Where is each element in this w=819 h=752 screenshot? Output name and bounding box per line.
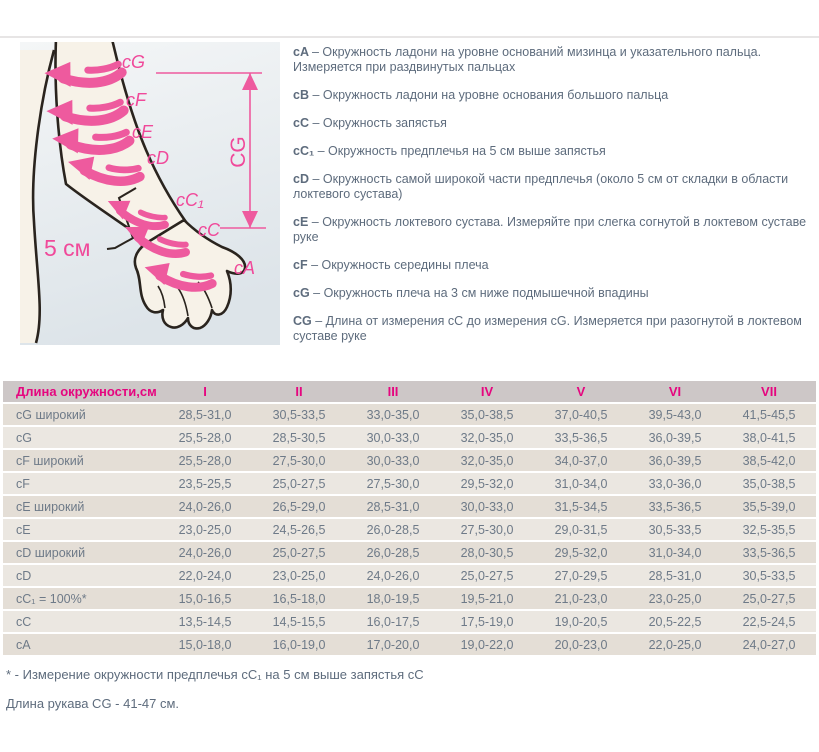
table-row xyxy=(3,634,816,655)
table-cell: 17,5-19,0 xyxy=(460,614,514,629)
row-label: cA xyxy=(16,637,31,652)
measurement-description xyxy=(293,215,809,245)
row-label: cD широкий xyxy=(16,545,86,560)
table-cell: 16,0-17,5 xyxy=(366,614,420,629)
table-cell: 31,0-34,0 xyxy=(554,476,608,491)
table-cell: 23,0-25,0 xyxy=(272,568,326,583)
measurement-code: cC xyxy=(293,116,313,130)
row-label: Длина окружности,см xyxy=(16,384,157,399)
table-cell: 33,0-36,0 xyxy=(648,476,702,491)
table-cell: 25,5-28,0 xyxy=(178,430,232,445)
table-cell: 33,5-36,5 xyxy=(554,430,608,445)
table-cell: 30,5-33,5 xyxy=(648,522,702,537)
table-cell: 16,0-19,0 xyxy=(272,637,326,652)
column-header: VII xyxy=(761,384,777,399)
table-cell: 26,5-29,0 xyxy=(272,499,326,514)
table-cell: 30,0-33,0 xyxy=(460,499,514,514)
table-cell: 27,0-29,5 xyxy=(554,568,608,583)
table-cell: 15,0-18,0 xyxy=(178,637,232,652)
table-cell: 31,5-34,5 xyxy=(554,499,608,514)
row-label: cG xyxy=(16,430,32,445)
table-row xyxy=(3,450,816,471)
table-cell: 26,0-28,5 xyxy=(366,545,420,560)
table-cell: 16,5-18,0 xyxy=(272,591,326,606)
table-cell: 37,0-40,5 xyxy=(554,407,608,422)
table-cell: 41,5-45,5 xyxy=(742,407,796,422)
table-cell: 27,5-30,0 xyxy=(366,476,420,491)
table-cell: 25,0-27,5 xyxy=(272,476,326,491)
table-cell: 28,5-30,5 xyxy=(272,430,326,445)
measurement-text: – Окружность ладони на уровне оснований мизинца и указательного пальца. Измеряется при раздвинутых пальцах xyxy=(293,45,762,74)
table-cell: 19,5-21,0 xyxy=(460,591,514,606)
table-cell: 28,5-31,0 xyxy=(648,568,702,583)
table-cell: 22,0-24,0 xyxy=(178,568,232,583)
cd-mark-label: cD xyxy=(147,148,169,168)
row-label: cC xyxy=(16,614,32,629)
table-cell: 36,0-39,5 xyxy=(648,453,702,468)
row-label: cC₁ = 100%* xyxy=(16,591,87,606)
arm-measurement-diagram xyxy=(20,42,280,345)
table-cell: 35,0-38,5 xyxy=(742,476,796,491)
measurement-text: – Окружность локтевого сустава. Измеряйте при слегка согнутой в локтевом суставе руке xyxy=(293,215,807,244)
table-cell: 27,5-30,0 xyxy=(460,522,514,537)
table-cell: 24,0-26,0 xyxy=(178,545,232,560)
table-cell: 24,5-26,5 xyxy=(272,522,326,537)
table-cell: 33,0-35,0 xyxy=(366,407,420,422)
cc1-mark-label: cC₁ xyxy=(176,190,204,210)
measurement-code: cB xyxy=(293,88,313,102)
measurement-description xyxy=(293,88,809,103)
row-label: cD xyxy=(16,568,32,583)
table-cell: 25,0-27,5 xyxy=(460,568,514,583)
measurement-text: – Окружность самой широкой части предплечья (около 5 см от складки в области локтевого сустава) xyxy=(293,172,789,201)
table-cell: 28,0-30,5 xyxy=(460,545,514,560)
table-cell: 23,0-25,0 xyxy=(178,522,232,537)
table-cell: 29,0-31,5 xyxy=(554,522,608,537)
measurement-code: cD xyxy=(293,172,313,186)
row-label: cF широкий xyxy=(16,453,84,468)
measurement-descriptions xyxy=(293,42,819,357)
table-cell: 30,5-33,5 xyxy=(272,407,326,422)
measurement-code: cG xyxy=(293,286,314,300)
table-row xyxy=(3,565,816,586)
measurement-description xyxy=(293,144,809,159)
table-cell: 27,5-30,0 xyxy=(272,453,326,468)
measurement-description xyxy=(293,286,809,301)
table-cell: 19,0-22,0 xyxy=(460,637,514,652)
table-cell: 15,0-16,5 xyxy=(178,591,232,606)
measurement-description xyxy=(293,258,809,273)
measurement-code: CG xyxy=(293,314,316,328)
table-cell: 25,5-28,0 xyxy=(178,453,232,468)
size-table xyxy=(3,381,816,655)
row-label: cE xyxy=(16,522,31,537)
measurement-description xyxy=(293,116,809,131)
table-row xyxy=(3,404,816,425)
measurement-text: – Длина от измерения cC до измерения cG. Измеряется при разогнутой в локтевом суставе руке xyxy=(293,314,802,343)
table-cell: 39,5-43,0 xyxy=(648,407,702,422)
table-cell: 33,5-36,5 xyxy=(648,499,702,514)
row-label: cF xyxy=(16,476,30,491)
table-header-row xyxy=(3,381,816,402)
table-cell: 18,0-19,5 xyxy=(366,591,420,606)
table-cell: 38,5-42,0 xyxy=(742,453,796,468)
table-cell: 24,0-26,0 xyxy=(178,499,232,514)
row-label: cG широкий xyxy=(16,407,86,422)
table-cell: 32,0-35,0 xyxy=(460,430,514,445)
column-header: VI xyxy=(668,384,682,399)
table-cell: 28,5-31,0 xyxy=(178,407,232,422)
table-cell: 24,0-26,0 xyxy=(366,568,420,583)
five-cm-label: 5 см xyxy=(44,235,91,261)
table-cell: 31,0-34,0 xyxy=(648,545,702,560)
cc-mark-label: cC xyxy=(198,220,220,240)
table-cell: 17,0-20,0 xyxy=(366,637,420,652)
table-cell: 28,5-31,0 xyxy=(366,499,420,514)
measurement-code: cA xyxy=(293,45,312,59)
row-label: cE широкий xyxy=(16,499,85,514)
table-cell: 19,0-20,5 xyxy=(554,614,608,629)
table-cell: 23,5-25,5 xyxy=(178,476,232,491)
table-row xyxy=(3,473,816,494)
table-cell: 25,0-27,5 xyxy=(742,591,796,606)
table-cell: 35,0-38,5 xyxy=(460,407,514,422)
table-cell: 38,0-41,5 xyxy=(742,430,796,445)
table-row xyxy=(3,519,816,540)
table-cell: 30,0-33,0 xyxy=(366,430,420,445)
table-cell: 30,0-33,0 xyxy=(366,453,420,468)
measurement-text: – Окружность предплечья на 5 см выше запястья xyxy=(317,144,606,158)
table-row xyxy=(3,496,816,517)
table-cell: 13,5-14,5 xyxy=(178,614,232,629)
table-cell: 36,0-39,5 xyxy=(648,430,702,445)
footnote: Длина рукава CG - 41-47 см. xyxy=(6,696,180,711)
table-row xyxy=(3,427,816,448)
measurement-text: – Окружность середины плеча xyxy=(311,258,489,272)
measurement-text: – Окружность плеча на 3 см ниже подмышечной впадины xyxy=(313,286,649,300)
measurement-description xyxy=(293,45,809,75)
measurement-description xyxy=(293,314,809,344)
column-header: V xyxy=(576,384,586,399)
table-cell: 30,5-33,5 xyxy=(742,568,796,583)
table-cell: 33,5-36,5 xyxy=(742,545,796,560)
table-cell: 22,0-25,0 xyxy=(648,637,702,652)
table-cell: 32,0-35,0 xyxy=(460,453,514,468)
table-cell: 22,5-24,5 xyxy=(742,614,796,629)
measurement-code: cE xyxy=(293,215,312,229)
measurement-code: cF xyxy=(293,258,312,272)
top-divider xyxy=(0,36,819,38)
column-header: I xyxy=(203,384,207,399)
footnote: * - Измерение окружности предплечья cC₁ на 5 см выше запястья cC xyxy=(6,667,424,682)
table-cell: 21,0-23,0 xyxy=(554,591,608,606)
table-row xyxy=(3,588,816,609)
column-header: II xyxy=(295,384,303,399)
ce-mark-label: cE xyxy=(132,122,154,142)
column-header: IV xyxy=(480,384,494,399)
table-cell: 29,5-32,0 xyxy=(554,545,608,560)
table-cell: 26,0-28,5 xyxy=(366,522,420,537)
measurement-text: – Окружность запястья xyxy=(312,116,447,130)
table-cell: 25,0-27,5 xyxy=(272,545,326,560)
table-cell: 20,0-23,0 xyxy=(554,637,608,652)
cg-dimension-label: CG xyxy=(227,136,250,168)
arm-diagram-container xyxy=(20,42,280,357)
table-cell: 29,5-32,0 xyxy=(460,476,514,491)
table-cell: 34,0-37,0 xyxy=(554,453,608,468)
table-row xyxy=(3,542,816,563)
footnotes xyxy=(6,667,819,712)
column-header: III xyxy=(387,384,399,399)
table-cell: 32,5-35,5 xyxy=(742,522,796,537)
table-cell: 35,5-39,0 xyxy=(742,499,796,514)
cf-mark-label: cF xyxy=(126,90,146,110)
table-cell: 14,5-15,5 xyxy=(272,614,326,629)
measurement-description xyxy=(293,172,809,202)
cg-mark-label: cG xyxy=(122,52,146,72)
ca-mark-label: cA xyxy=(234,258,256,278)
table-row xyxy=(3,611,816,632)
measurement-section xyxy=(20,42,819,357)
table-cell: 20,5-22,5 xyxy=(648,614,702,629)
table-cell: 23,0-25,0 xyxy=(648,591,702,606)
table-cell: 24,0-27,0 xyxy=(742,637,796,652)
measurement-text: – Окружность ладони на уровне основания большого пальца xyxy=(312,88,669,102)
measurement-code: cC₁ xyxy=(293,144,318,158)
